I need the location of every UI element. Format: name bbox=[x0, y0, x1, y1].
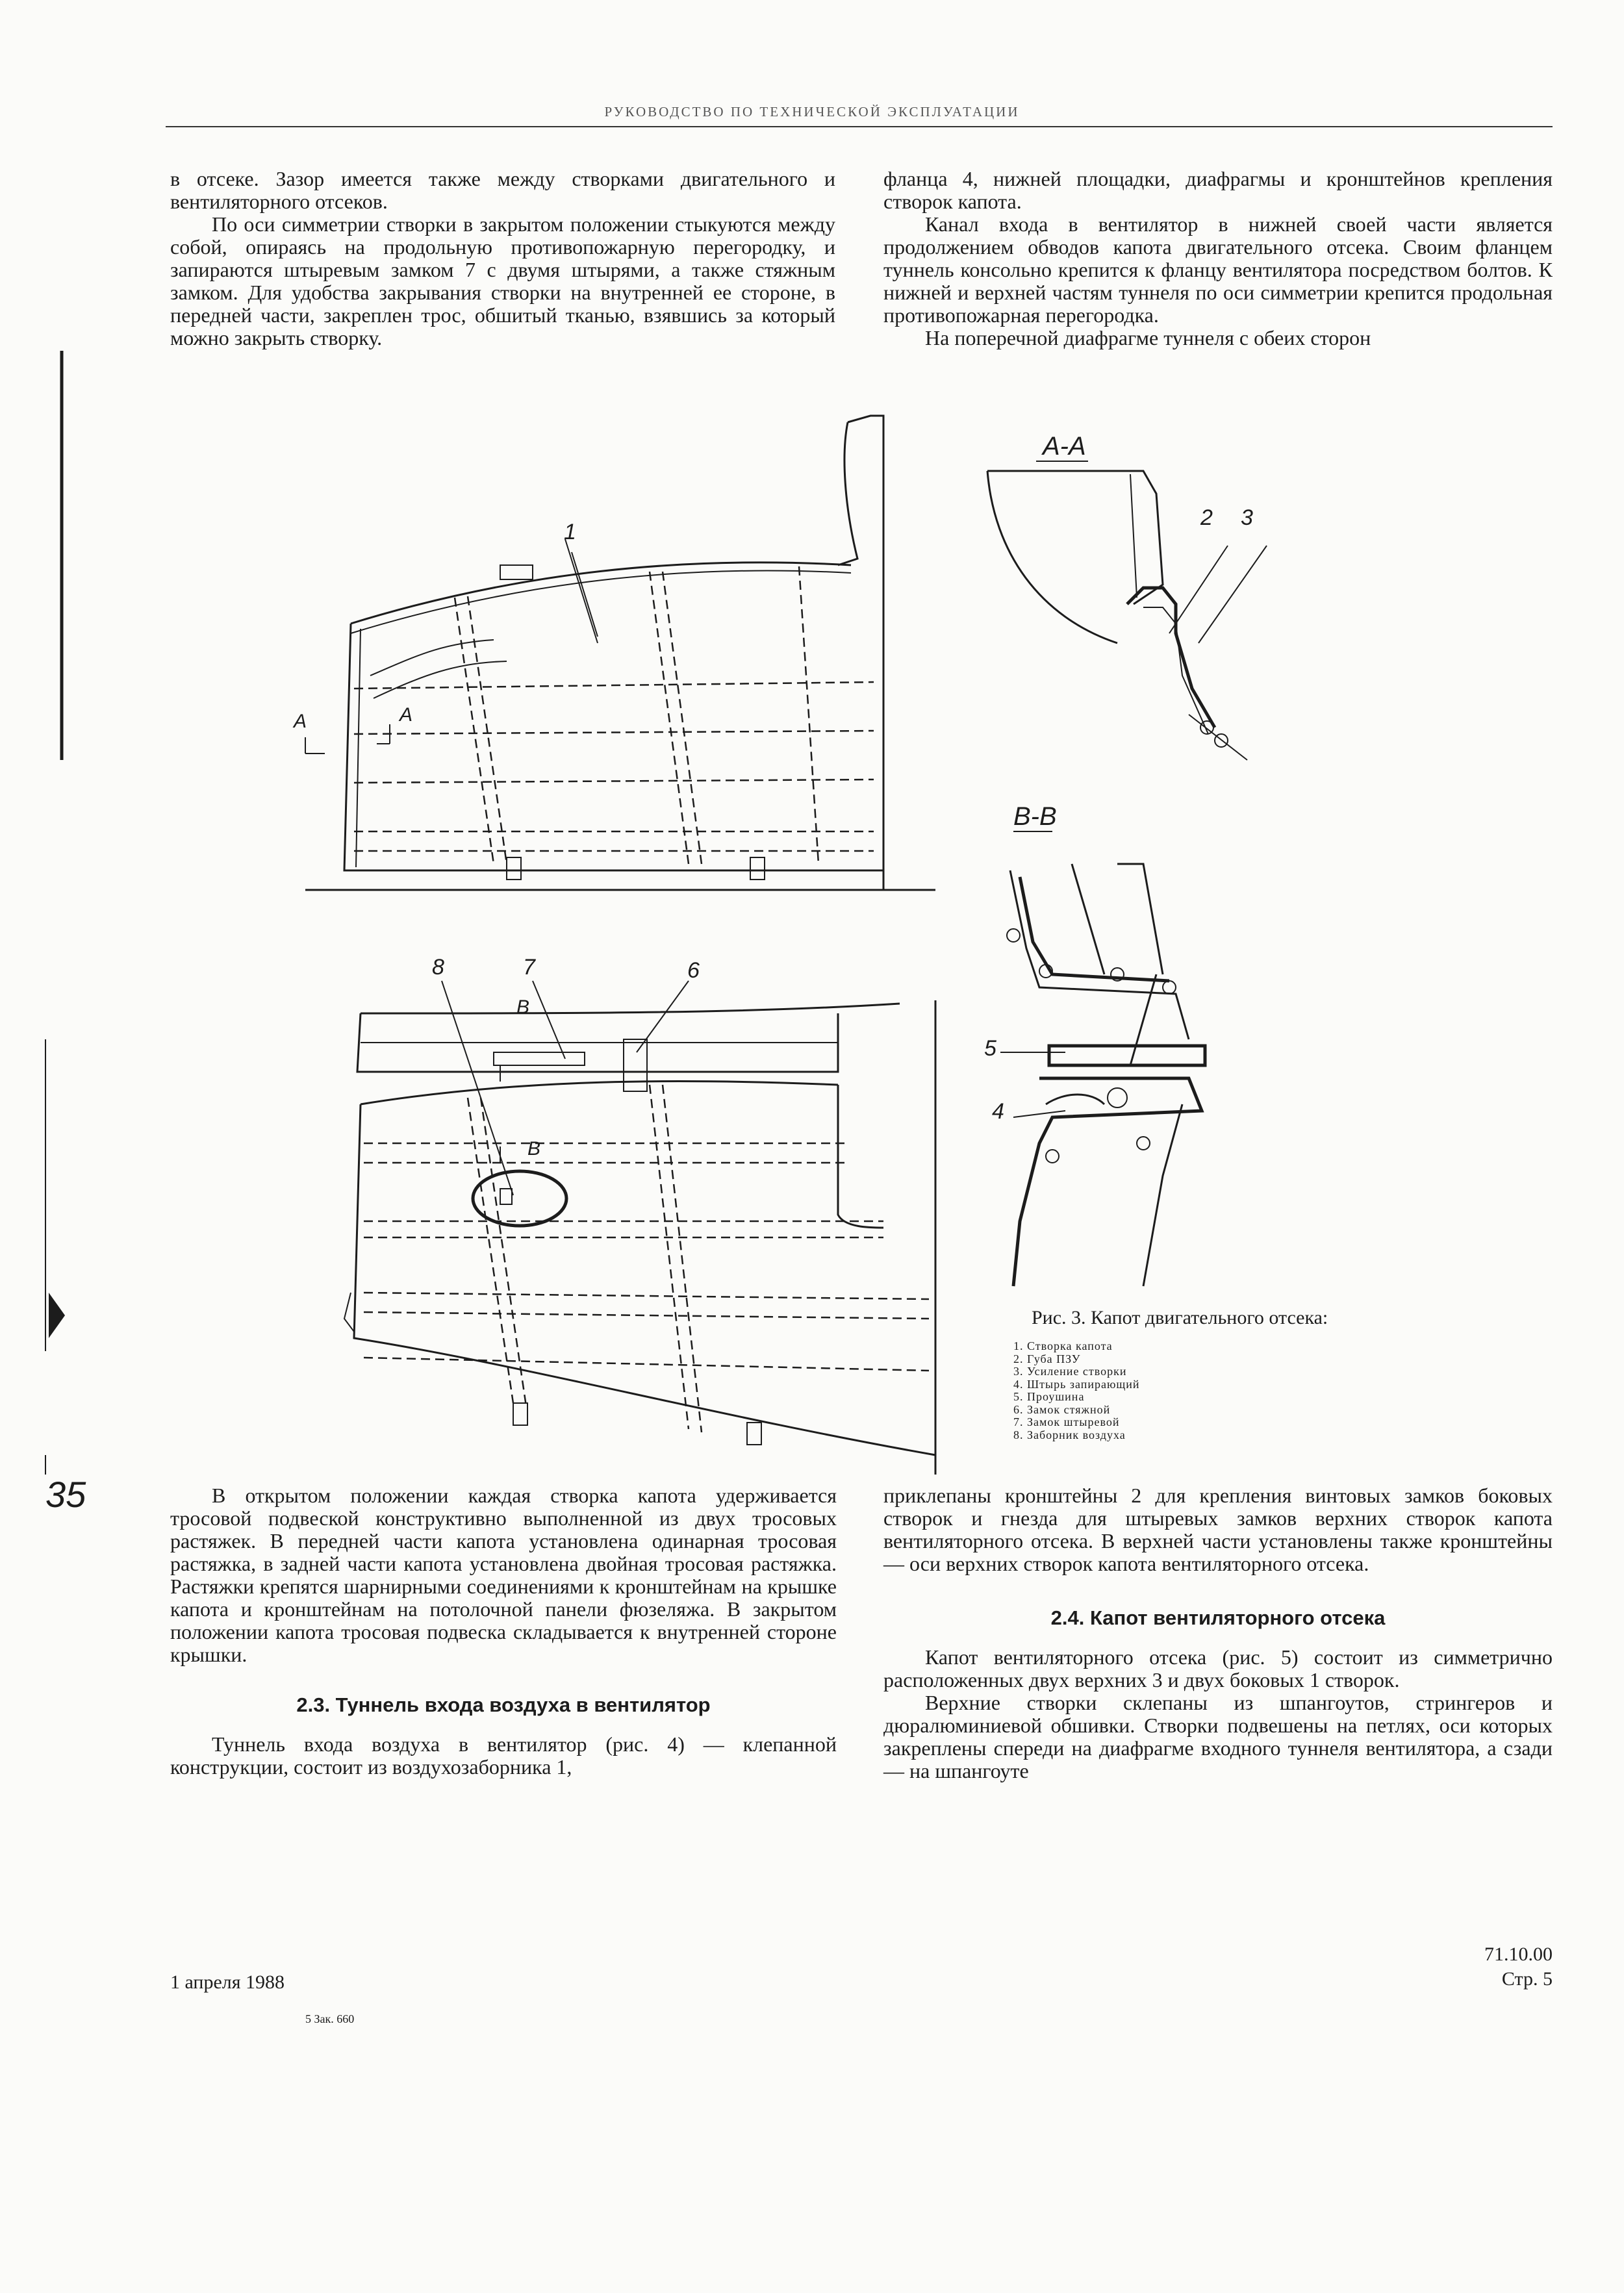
paragraph: приклепаны кронштейны 2 для крепления винтовых замков боковых створок и гнезда для штыревых замков верхних створок капота вентиляторного отсека. В верхней части установлены также кронштейны — оси верхних створок капота вентиляторного отсека. bbox=[883, 1484, 1553, 1575]
section-aa-label: А-А bbox=[1043, 432, 1086, 461]
margin-note: 35 bbox=[45, 1474, 86, 1515]
callout-8: 8 bbox=[432, 955, 444, 980]
legend-item: 2. Губа ПЗУ bbox=[1013, 1352, 1081, 1365]
running-header: РУКОВОДСТВО ПО ТЕХНИЧЕСКОЙ ЭКСПЛУАТАЦИИ bbox=[604, 104, 1020, 120]
paragraph: На поперечной диафрагме туннеля с обеих сторон bbox=[925, 326, 1371, 349]
section-mark-a: А bbox=[294, 711, 307, 732]
section-mark-b: В bbox=[527, 1138, 541, 1159]
callout-6: 6 bbox=[687, 958, 700, 983]
cowl-side-view bbox=[305, 416, 935, 890]
legend-item: 5. Проушина bbox=[1013, 1390, 1085, 1403]
footer-date: 1 апреля 1988 bbox=[170, 1971, 285, 1993]
right-bottom-column bbox=[883, 1484, 1553, 1782]
left-bottom-column bbox=[170, 1484, 837, 1779]
footer-page-number: Стр. 5 bbox=[1501, 1968, 1553, 1990]
callout-4: 4 bbox=[992, 1099, 1004, 1124]
footer-order: 5 Зак. 660 bbox=[305, 2012, 355, 2025]
paragraph: фланца 4, нижней площадки, диафрагмы и кронштейнов крепления створок капота. bbox=[883, 167, 1553, 213]
paragraph: Туннель входа воздуха в вентилятор (рис. 4) — клепанной конструкции, состоит из воздухозаборника 1, bbox=[170, 1732, 837, 1779]
paragraph: Канал входа в вентилятор в нижней своей части является продолжением обводов капота двигательного отсека. Своим фланцем туннель консольно крепится к фланцу вентилятора посредством болтов. К нижней и верхней частям туннеля по оси симметрии крепится продольная противопожарная перегородка. bbox=[883, 212, 1553, 327]
legend-item: 3. Усиление створки bbox=[1013, 1365, 1127, 1378]
callout-1: 1 bbox=[564, 520, 576, 544]
paragraph: Капот вентиляторного отсека (рис. 5) состоит из симметрично расположенных двух верхних 3 и двух боковых 1 створок. bbox=[883, 1645, 1553, 1691]
figure-legend bbox=[1013, 1340, 1140, 1441]
section-bb-label: В-В bbox=[1013, 802, 1057, 831]
callout-5: 5 bbox=[984, 1036, 996, 1061]
section-mark-a: А bbox=[400, 704, 413, 726]
legend-item: 6. Замок стяжной bbox=[1013, 1402, 1111, 1416]
paragraph: Верхние створки склепаны из шпангоутов, стрингеров и дюралюминиевой обшивки. Створки подвешены на петлях, оси которых закреплены спереди на диафрагме входного туннеля вентилятора, а сзади — на шпангоуте bbox=[883, 1691, 1553, 1782]
callout-7: 7 bbox=[523, 955, 535, 980]
paragraph: В открытом положении каждая створка капота удерживается тросовой подвеской конструктивно выполненной из двух тросовых растяжек. В передней части капота установлена одинарная тросовая растяжка, в задней части капота установлена двойная тросовая растяжка. Растяжки крепятся шарнирными соединениями к кронштейнам на крышке капота и кронштейнам на потолочной панели фюзеляжа. В закрытом положении капота тросовая подвеска складывается к внутренней стороне крышки. bbox=[170, 1484, 837, 1666]
section-mark-b: В bbox=[516, 996, 530, 1018]
callout-2: 2 bbox=[1200, 505, 1213, 530]
legend-item: 4. Штырь запирающий bbox=[1013, 1377, 1140, 1391]
section-heading-2-3: 2.3. Туннель входа воздуха в вентилятор bbox=[296, 1693, 711, 1716]
paragraph: По оси симметрии створки в закрытом положении стыкуются между собой, опираясь на продольную противопожарную перегородку, и запираются штыревым замком 7 с двумя штырями, а также стяжным замком. Для удобства закрывания створки на внутренней ее стороне, в передней части, закреплен трос, обшитый тканью, взявшись за который можно закрыть створку. bbox=[170, 212, 835, 349]
cowl-top-view bbox=[344, 1000, 935, 1475]
section-aa-detail bbox=[987, 461, 1267, 760]
section-bb-detail bbox=[1000, 831, 1205, 1286]
legend-item: 8. Заборник воздуха bbox=[1013, 1428, 1126, 1441]
legend-item: 7. Замок штыревой bbox=[1013, 1415, 1120, 1428]
paragraph: в отсеке. Зазор имеется также между створками двигательного и вентиляторного отсеков. bbox=[170, 167, 835, 213]
section-heading-2-4: 2.4. Капот вентиляторного отсека bbox=[1050, 1606, 1386, 1629]
callout-3: 3 bbox=[1241, 505, 1253, 530]
footer-doc-code: 71.10.00 bbox=[1484, 1944, 1553, 1965]
figure-caption: Рис. 3. Капот двигательного отсека: bbox=[1032, 1307, 1328, 1328]
legend-item: 1. Створка капота bbox=[1013, 1339, 1113, 1352]
